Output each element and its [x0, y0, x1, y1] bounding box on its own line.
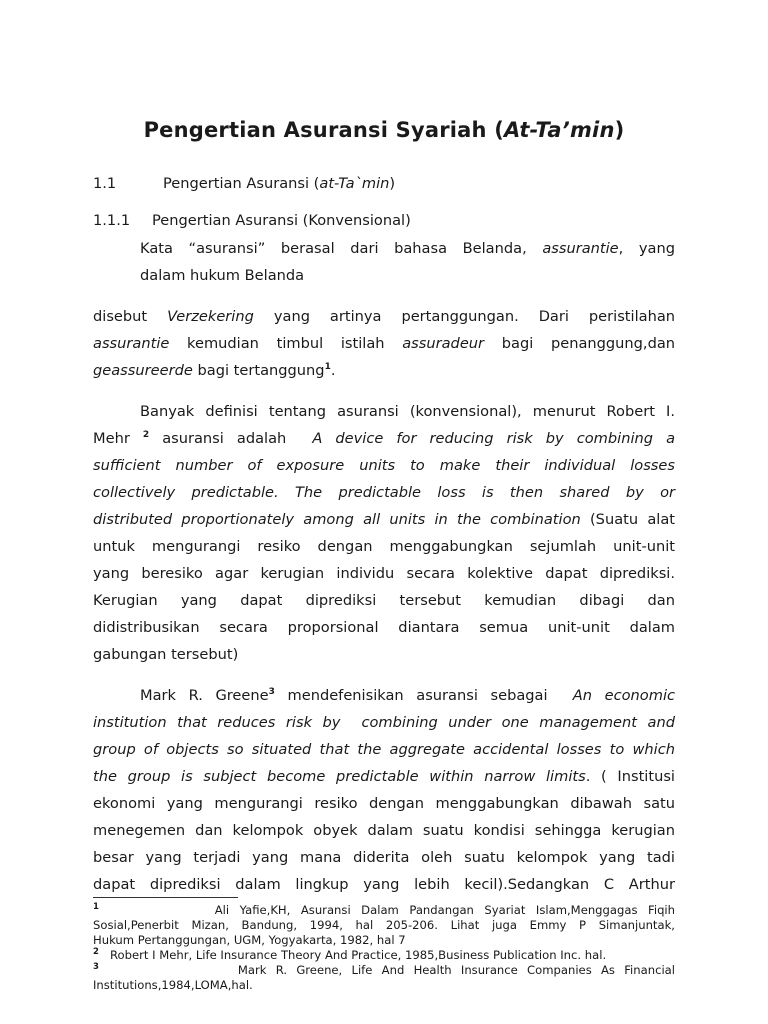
paragraph-line: untuk mengurangi resiko dengan menggabungkan sejumlah unit-unit: [93, 538, 675, 555]
footnote-ref[interactable]: 2: [142, 430, 150, 441]
footnote-separator: [93, 897, 238, 898]
paragraph-line: besar yang terjadi yang mana diderita oleh suatu kelompok yang tadi: [93, 849, 675, 866]
paragraph-line: dapat diprediksi dalam lingkup yang lebih kecil).Sedangkan C Arthur: [93, 876, 675, 893]
section-number: 1.1: [93, 175, 117, 192]
paragraph-line: dalam hukum Belanda: [140, 267, 305, 284]
paragraph-line: Mehr $^2$ asuransi adalah A device for reducing risk by combining a: [93, 430, 676, 447]
footnote-3-line: Institutions,1984,LOMA,hal.: [93, 978, 253, 992]
section-number: 1.1.1: [93, 212, 131, 229]
paragraph-line: Kata “asuransi” berasal dari bahasa Belanda, assurantie, yang: [140, 240, 675, 257]
paragraph-line: yang beresiko agar kerugian individu secara kolektive dapat diprediksi.: [93, 565, 675, 582]
section-title: Pengertian Asuransi (Konvensional): [152, 212, 411, 229]
paragraph-line: collectively predictable. The predictable loss is then shared by or: [93, 484, 675, 501]
paragraph-line: assurantie kemudian timbul istilah assuradeur bagi penanggung,dan: [93, 335, 676, 352]
paragraph-line: menegemen dan kelompok obyek dalam suatu kondisi sehingga kerugian: [93, 822, 675, 839]
footnote-3: $^3$ Mark R. Greene, Life And Health Insurance Companies As Financial: [93, 962, 675, 977]
footnote-2: $^2$ Robert I Mehr, Life Insurance Theory And Practice, 1985,Business Publication Inc. hal.: [93, 947, 607, 962]
section-title: Pengertian Asuransi (at-Ta`min): [163, 175, 396, 192]
paragraph-line: geassureerde bagi tertanggung$^1$.: [93, 362, 336, 379]
paragraph-line: group of objects so situated that the aggregate accidental losses to which: [93, 741, 675, 758]
paragraph-line: the group is subject become predictable within narrow limits. ( Institusi: [93, 768, 675, 785]
paragraph-line: didistribusikan secara proporsional diantara semua unit-unit dalam: [93, 619, 675, 636]
paragraph-line: distributed proportionately among all units in the combination (Suatu alat: [93, 511, 675, 528]
page-title: Pengertian Asuransi Syariah (At-Ta’min): [143, 118, 625, 142]
footnote-ref[interactable]: 1: [324, 362, 331, 373]
footnote-ref[interactable]: 3: [268, 687, 275, 698]
paragraph-line: Kerugian yang dapat diprediksi tersebut kemudian dibagi dan: [93, 592, 675, 609]
paragraph-line: disebut Verzekering yang artinya pertanggungan. Dari peristilahan: [93, 308, 676, 325]
paragraph-line: sufficient number of exposure units to make their individual losses: [93, 457, 675, 474]
paragraph-line: ekonomi yang mengurangi resiko dengan menggabungkan dibawah satu: [93, 795, 675, 812]
paragraph-line: institution that reduces risk by combining under one management and: [93, 714, 675, 731]
paragraph-line: gabungan tersebut): [93, 646, 239, 663]
paragraph-line: Mark R. Greene$^3$ mendefenisikan asuransi sebagai An economic: [140, 687, 676, 704]
paragraph-line: Banyak definisi tentang asuransi (konvensional), menurut Robert I.: [140, 403, 675, 420]
footnote-1-line: Hukum Pertanggungan, UGM, Yogyakarta, 1982, hal 7: [93, 933, 406, 947]
footnote-1-line: Sosial,Penerbit Mizan, Bandung, 1994, hal 205-206. Lihat juga Emmy P Simanjuntak,: [93, 918, 675, 932]
footnote-1: $^1$ Ali Yafie,KH, Asuransi Dalam Pandangan Syariat Islam,Menggagas Fiqih: [93, 902, 675, 917]
